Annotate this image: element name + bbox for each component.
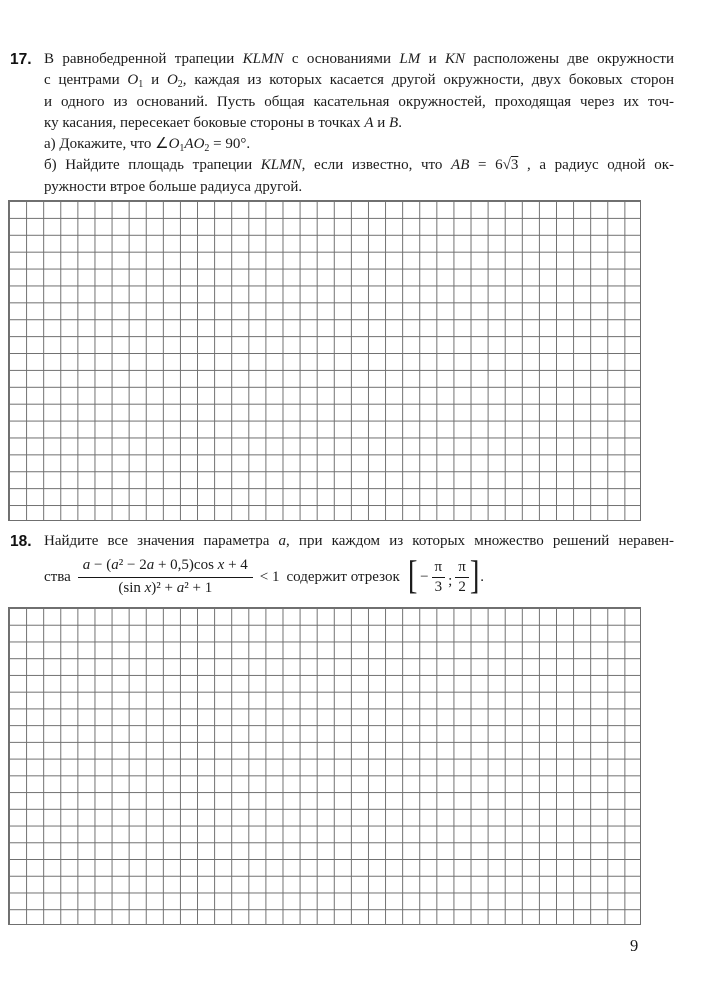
interval-separator: ; — [448, 572, 453, 589]
pi-2-denominator: 2 — [458, 578, 466, 595]
formula-prefix: ства — [44, 568, 71, 585]
answer-grid-2 — [8, 607, 641, 925]
pi-2-numerator: π — [455, 559, 469, 578]
problem-17-line-2: с центрами $O_1$ и $O_2$, каждая из которых касается другой окружности, двух боковых сторон — [44, 72, 674, 91]
formula-fraction — [78, 557, 253, 597]
problem-18-formula: ства $\frac{\text{a − (a² − 2a + 0,5)cos x + 4}}{\text{(sin x)² + a² + 1}}$ < 1 содержит отрезок [ − $\frac{\pi}{3}$ ; $\frac{\pi}{2}$ ] . — [44, 552, 484, 597]
problem-17-number: 17. — [10, 51, 32, 68]
problem-17-subitem-b: б) Найдите площадь трапеции KLMN, если известно, что AB = 6√3 , а радиус одной ок- — [44, 157, 674, 174]
interval-fraction-pi-2 — [455, 559, 469, 595]
problem-17-line-7: ружности втрое больше радиуса другой. — [44, 178, 303, 195]
problem-17-line-3: и одного из оснований. Пусть общая касательная окружностей, проходящая через их точ- — [44, 93, 674, 110]
pi-3-numerator: π — [432, 559, 446, 578]
problem-17-line-1: В равнобедренной трапеции KLMN с основаниями LM и KN расположены две окружности — [44, 51, 674, 67]
problem-17-subitem-a: а) Докажите, что $\angle O_1AO_2 = 90^\circ$. — [44, 136, 251, 155]
problem-17-text — [44, 49, 674, 198]
answer-grid-1 — [8, 200, 641, 521]
page-number: 9 — [630, 936, 639, 955]
problem-18-text — [44, 531, 674, 552]
formula-period: . — [480, 568, 484, 585]
problem-18-intro: Найдите все значения параметра a, при каждом из которых множество решений неравен- — [44, 533, 674, 549]
problem-17-line-4: ку касания, пересекает боковые стороны в точках A и B. — [44, 114, 402, 131]
formula-middle-text: содержит отрезок — [286, 568, 400, 585]
formula-relation: < 1 — [259, 568, 280, 585]
fraction-denominator: (sin x)² + a² + 1 — [118, 579, 213, 596]
problem-18-number: 18. — [10, 533, 32, 550]
interval-fraction-pi-3 — [432, 559, 446, 595]
interval-minus-sign: − — [420, 568, 429, 585]
fraction-numerator: a − (a² − 2a + 0,5)cos x + 4 — [78, 557, 253, 577]
pi-3-denominator: 3 — [434, 578, 443, 595]
